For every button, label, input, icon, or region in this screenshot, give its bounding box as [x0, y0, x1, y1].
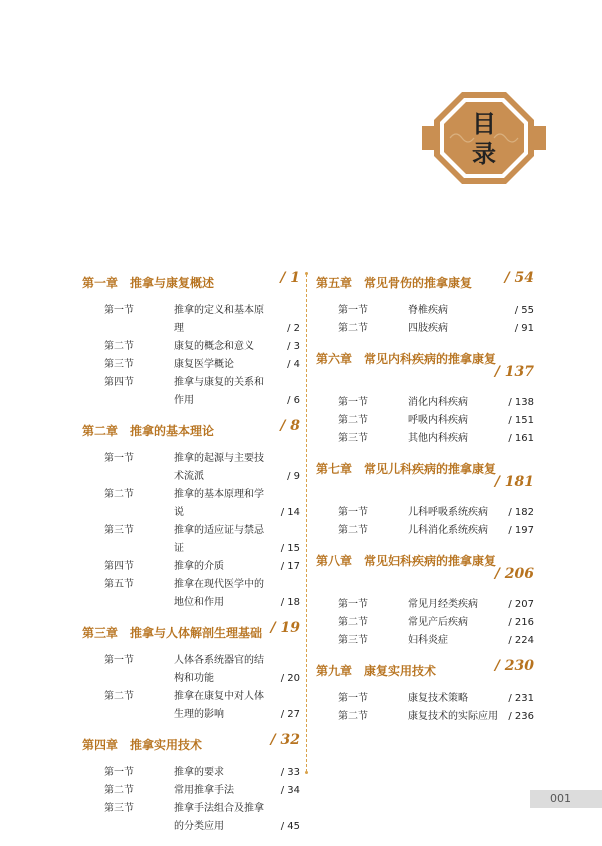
chapter-page: / 32 [270, 732, 300, 748]
section-number: 第一节 [104, 453, 134, 464]
section-entry[interactable] [82, 558, 300, 576]
section-title: 妇科炎症 [408, 635, 448, 646]
section-number: 第二节 [104, 341, 134, 352]
section-page: / 236 [508, 711, 534, 722]
section-number: 第二节 [338, 323, 368, 334]
section-page: / 224 [508, 635, 534, 646]
section-page: / 151 [508, 415, 534, 426]
section-title: 儿科呼吸系统疾病 [408, 507, 488, 518]
section-title: 常见产后疾病 [408, 617, 468, 628]
section-title: 推拿与康复的关系和作用 [174, 377, 264, 406]
section-title: 推拿的介质 [174, 561, 224, 572]
heading-char-2: 录 [472, 140, 496, 168]
section-number: 第二节 [104, 785, 134, 796]
section-number: 第三节 [104, 359, 134, 370]
section-entry[interactable] [82, 450, 300, 486]
section-entry[interactable] [82, 688, 300, 724]
chapter-heading[interactable] [316, 660, 534, 682]
section-page: / 161 [508, 433, 534, 444]
section-entry[interactable] [316, 614, 534, 632]
section-page: / 4 [287, 359, 300, 370]
section-entry[interactable] [82, 486, 300, 522]
section-number: 第一节 [104, 655, 134, 666]
section-number: 第二节 [338, 525, 368, 536]
chapter-page: / 230 [494, 658, 534, 674]
section-title: 常见月经类疾病 [408, 599, 478, 610]
chapter-heading[interactable] [316, 550, 534, 588]
section-entry[interactable] [82, 356, 300, 374]
section-page: / 182 [508, 507, 534, 518]
chapter-title: 第九章 康复实用技术 [316, 664, 437, 678]
section-entry[interactable] [316, 522, 534, 540]
section-title: 推拿的起源与主要技术流派 [174, 453, 264, 482]
section-entry[interactable] [316, 504, 534, 522]
section-title: 康复技术的实际应用 [408, 711, 498, 722]
chapter-page: / 8 [280, 418, 300, 434]
section-entry[interactable] [82, 302, 300, 338]
chapter-page: / 181 [494, 474, 534, 490]
chapter-title: 第五章 常见骨伤的推拿康复 [316, 276, 473, 290]
section-number: 第四节 [104, 377, 134, 388]
chapter-heading[interactable] [82, 420, 300, 442]
section-title: 常用推拿手法 [174, 785, 234, 796]
section-title: 消化内科疾病 [408, 397, 468, 408]
section-title: 推拿的定义和基本原理 [174, 305, 264, 334]
section-page: / 6 [287, 395, 300, 406]
section-entry[interactable] [316, 412, 534, 430]
chapter-page: / 1 [280, 270, 300, 286]
section-title: 儿科消化系统疾病 [408, 525, 488, 536]
chapter-page: / 137 [494, 364, 534, 380]
section-entry[interactable] [82, 764, 300, 782]
section-entry[interactable] [82, 576, 300, 612]
section-page: / 17 [280, 561, 300, 572]
section-entry[interactable] [316, 596, 534, 614]
section-entry[interactable] [316, 708, 534, 726]
section-entry[interactable] [316, 320, 534, 338]
section-page: / 18 [280, 597, 300, 608]
section-page: / 216 [508, 617, 534, 628]
chapter-heading[interactable] [316, 458, 534, 496]
section-page: / 55 [514, 305, 534, 316]
heading-char-1: 目 [472, 110, 496, 138]
section-page: / 34 [280, 785, 300, 796]
section-title: 推拿的要求 [174, 767, 224, 778]
section-page: / 197 [508, 525, 534, 536]
section-number: 第三节 [338, 433, 368, 444]
section-page: / 45 [280, 821, 300, 832]
section-page: / 3 [287, 341, 300, 352]
section-entry[interactable] [316, 302, 534, 320]
section-entry[interactable] [82, 800, 300, 836]
chapter-title: 第八章 常见妇科疾病的推拿康复 [316, 554, 497, 568]
section-entry[interactable] [82, 338, 300, 356]
chapter-heading[interactable] [82, 734, 300, 756]
toc-column-right [316, 272, 534, 736]
section-page: / 207 [508, 599, 534, 610]
chapter-title: 第四章 推拿实用技术 [82, 738, 203, 752]
section-number: 第一节 [104, 767, 134, 778]
section-number: 第三节 [104, 803, 134, 814]
section-page: / 2 [287, 323, 300, 334]
section-number: 第二节 [104, 489, 134, 500]
chapter-heading[interactable] [82, 272, 300, 294]
section-entry[interactable] [82, 782, 300, 800]
section-number: 第一节 [338, 507, 368, 518]
section-entry[interactable] [82, 522, 300, 558]
section-page: / 14 [280, 507, 300, 518]
section-page: / 9 [287, 471, 300, 482]
section-title: 康复技术策略 [408, 693, 468, 704]
section-page: / 33 [280, 767, 300, 778]
section-number: 第一节 [338, 305, 368, 316]
section-title: 康复的概念和意义 [174, 341, 254, 352]
section-title: 呼吸内科疾病 [408, 415, 468, 426]
chapter-title: 第二章 推拿的基本理论 [82, 424, 215, 438]
section-entry[interactable] [82, 374, 300, 410]
section-entry[interactable] [316, 394, 534, 412]
section-number: 第五节 [104, 579, 134, 590]
chapter-heading[interactable] [316, 272, 534, 294]
section-number: 第二节 [338, 415, 368, 426]
section-number: 第三节 [338, 635, 368, 646]
section-page: / 138 [508, 397, 534, 408]
toc-column-left [82, 272, 300, 846]
section-title: 其他内科疾病 [408, 433, 468, 444]
section-title: 推拿手法组合及推拿的分类应用 [174, 803, 264, 832]
section-page: / 20 [280, 673, 300, 684]
section-number: 第二节 [338, 617, 368, 628]
section-number: 第二节 [338, 711, 368, 722]
section-number: 第一节 [338, 397, 368, 408]
column-divider [306, 274, 307, 772]
section-entry[interactable] [316, 632, 534, 650]
section-number: 第一节 [104, 305, 134, 316]
section-entry[interactable] [82, 652, 300, 688]
section-page: / 15 [280, 543, 300, 554]
section-number: 第四节 [104, 561, 134, 572]
chapter-page: / 19 [270, 620, 300, 636]
section-title: 推拿的适应证与禁忌证 [174, 525, 264, 554]
section-title: 人体各系统器官的结构和功能 [174, 655, 264, 684]
section-page: / 91 [514, 323, 534, 334]
chapter-page: / 206 [494, 566, 534, 582]
section-title: 推拿在康复中对人体生理的影响 [174, 691, 264, 720]
chapter-heading[interactable] [316, 348, 534, 386]
chapter-page: / 54 [504, 270, 534, 286]
toc-emblem [422, 92, 546, 184]
chapter-title: 第六章 常见内科疾病的推拿康复 [316, 352, 497, 366]
page-number: 001 [530, 790, 602, 808]
section-title: 康复医学概论 [174, 359, 234, 370]
chapter-title: 第三章 推拿与人体解剖生理基础 [82, 626, 263, 640]
section-page: / 231 [508, 693, 534, 704]
section-title: 推拿在现代医学中的地位和作用 [174, 579, 264, 608]
section-page: / 27 [280, 709, 300, 720]
section-title: 脊椎疾病 [408, 305, 448, 316]
chapter-title: 第七章 常见儿科疾病的推拿康复 [316, 462, 497, 476]
chapter-heading[interactable] [82, 622, 300, 644]
section-number: 第三节 [104, 525, 134, 536]
section-number: 第二节 [104, 691, 134, 702]
section-number: 第一节 [338, 693, 368, 704]
chapter-title: 第一章 推拿与康复概述 [82, 276, 215, 290]
section-title: 四肢疾病 [408, 323, 448, 334]
section-entry[interactable] [316, 690, 534, 708]
section-entry[interactable] [316, 430, 534, 448]
section-number: 第一节 [338, 599, 368, 610]
section-title: 推拿的基本原理和学说 [174, 489, 264, 518]
